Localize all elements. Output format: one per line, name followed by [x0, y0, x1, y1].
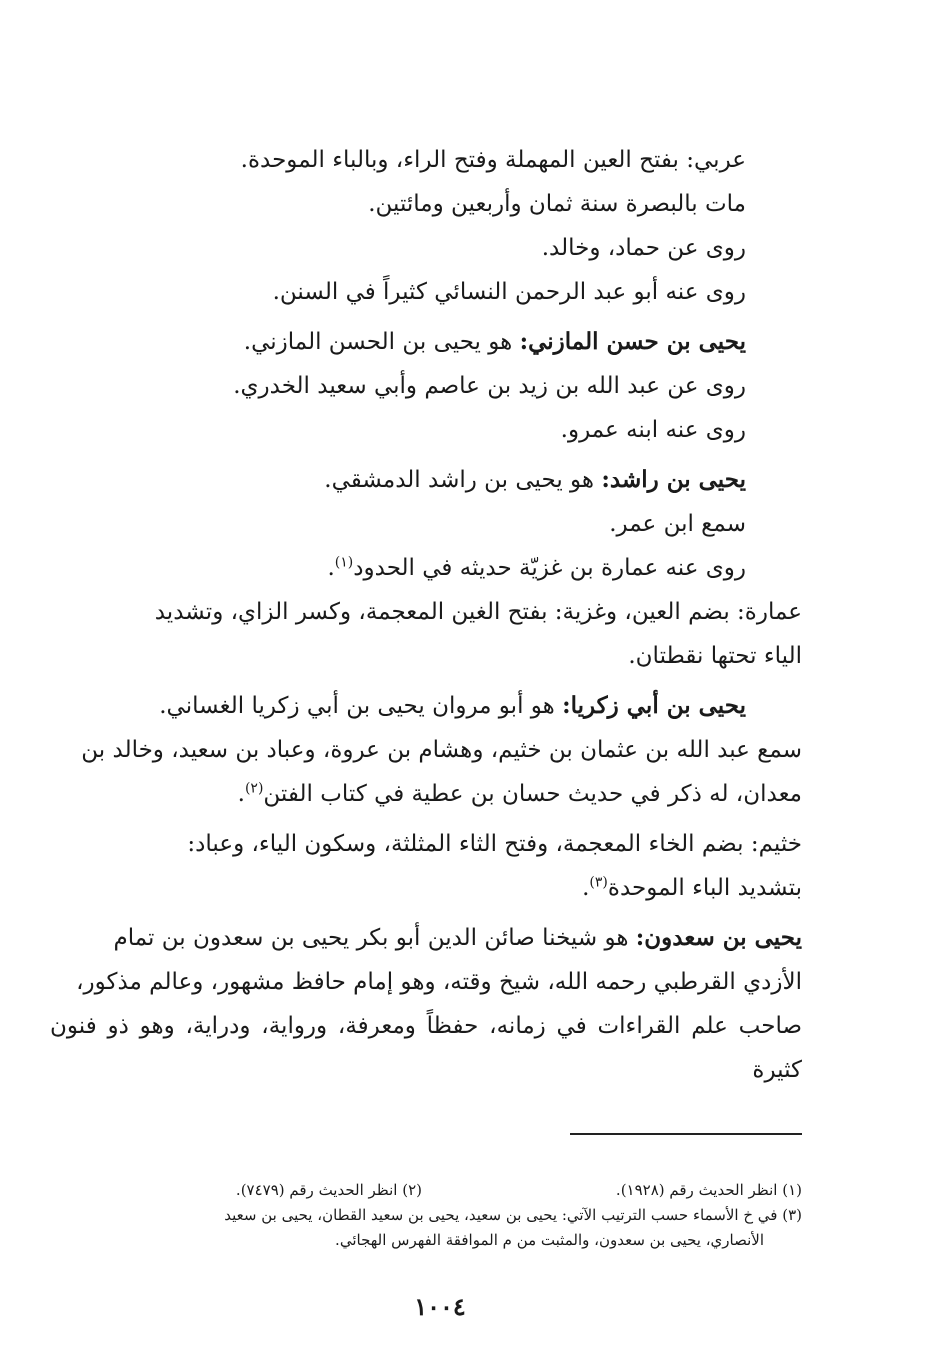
paragraph-continuation [50, 772, 802, 816]
main-text [50, 138, 802, 1092]
paragraph [50, 138, 802, 182]
paragraph-text: صاحب علم القراءات في زمانه، حفظاً ومعرفة، ورواية، ودراية، وهو ذو فنون كثيرة [50, 1013, 802, 1083]
paragraph-continuation [50, 960, 802, 1004]
paragraph-text: روى عنه ابنه عمرو. [560, 417, 746, 443]
footnote-row [60, 1178, 802, 1203]
paragraph-text: عمارة: بضم العين، وغزية: بفتح الغين المعجمة، وكسر الزاي، وتشديد [154, 599, 802, 625]
paragraph-end: . [237, 781, 245, 807]
paragraph-text: خثيم: بضم الخاء المعجمة، وفتح الثاء المثلثة، وسكون الياء، وعباد: [187, 831, 802, 857]
entry-text: هو أبو مروان يحيى بن أبي زكريا الغساني. [159, 693, 563, 719]
footnote-marker: (١) [334, 554, 354, 571]
paragraph-text: بتشديد الباء الموحدة [607, 875, 802, 901]
paragraph [50, 270, 802, 314]
paragraph-text: روى عنه أبو عبد الرحمن النسائي كثيراً في السنن. [272, 279, 746, 305]
paragraph [50, 182, 802, 226]
paragraph [50, 408, 802, 452]
paragraph [50, 728, 802, 772]
footnote-2: (٢) انظر الحديث رقم (٧٤٧٩). [235, 1181, 422, 1199]
entry-heading: يحيى بن أبي زكريا: [562, 692, 746, 719]
entry-paragraph [50, 916, 802, 960]
paragraph [50, 590, 802, 634]
paragraph [50, 364, 802, 408]
entry-heading: يحيى بن سعدون: [635, 924, 802, 951]
paragraph-text: سمع ابن عمر. [609, 511, 746, 537]
footnote-3: (٣) في خ الأسماء حسب الترتيب الآتي: يحيى بن سعيد، يحيى بن سعيد القطان، يحيى بن سعيد [224, 1206, 802, 1224]
entry-text: هو شيخنا صائن الدين أبو بكر يحيى بن سعدون بن تمام [113, 925, 636, 951]
paragraph [50, 546, 802, 590]
entry-heading: يحيى بن حسن المازني: [519, 328, 746, 355]
paragraph [50, 822, 802, 866]
paragraph-continuation [50, 634, 802, 678]
footnote-marker: (٣) [589, 874, 608, 891]
entry-paragraph [50, 684, 802, 728]
page-number: ١٠٠٤ [414, 1292, 466, 1321]
footnote-3-continuation: الأنصاري، يحيى بن سعدون، والمثبت من م الموافقة الفهرس الهجائي. [335, 1231, 764, 1249]
paragraph-end: . [582, 875, 590, 901]
paragraph-text: عربي: بفتح العين المهملة وفتح الراء، وبالباء الموحدة. [240, 147, 746, 173]
paragraph-text: سمع عبد الله بن عثمان بن خثيم، وهشام بن عروة، وعباد بن سعيد، وخالد بن [81, 737, 802, 763]
paragraph [50, 226, 802, 270]
paragraph-text: مات بالبصرة سنة ثمان وأربعين ومائتين. [368, 191, 746, 217]
footnotes [60, 1178, 802, 1253]
entry-text: هو يحيى بن راشد الدمشقي. [324, 467, 602, 493]
entry-heading: يحيى بن راشد: [601, 466, 746, 493]
paragraph-text: الأزدي القرطبي رحمه الله، شيخ وقته، وهو إمام حافظ مشهور، وعالم مذكور، [76, 969, 802, 995]
paragraph-continuation [50, 1004, 802, 1092]
entry-paragraph [50, 458, 802, 502]
paragraph-continuation [50, 866, 802, 910]
paragraph-end: . [327, 555, 335, 581]
footnote-separator [570, 1133, 802, 1135]
paragraph [50, 502, 802, 546]
footnote-marker: (٢) [244, 780, 264, 797]
paragraph-text: روى عن حماد، وخالد. [541, 235, 746, 261]
entry-text: هو يحيى بن الحسن المازني. [243, 329, 520, 355]
footnote-1: (١) انظر الحديث رقم (١٩٢٨). [615, 1181, 802, 1199]
paragraph-text: روى عن عبد الله بن زيد بن عاصم وأبي سعيد الخدري. [233, 373, 746, 399]
paragraph-text: روى عنه عمارة بن غزيّة حديثه في الحدود [353, 555, 746, 581]
paragraph-text: الياء تحتها نقطتان. [628, 643, 802, 669]
entry-paragraph [50, 320, 802, 364]
paragraph-text: معدان، له ذكر في حديث حسان بن عطية في كتاب الفتن [263, 781, 802, 807]
